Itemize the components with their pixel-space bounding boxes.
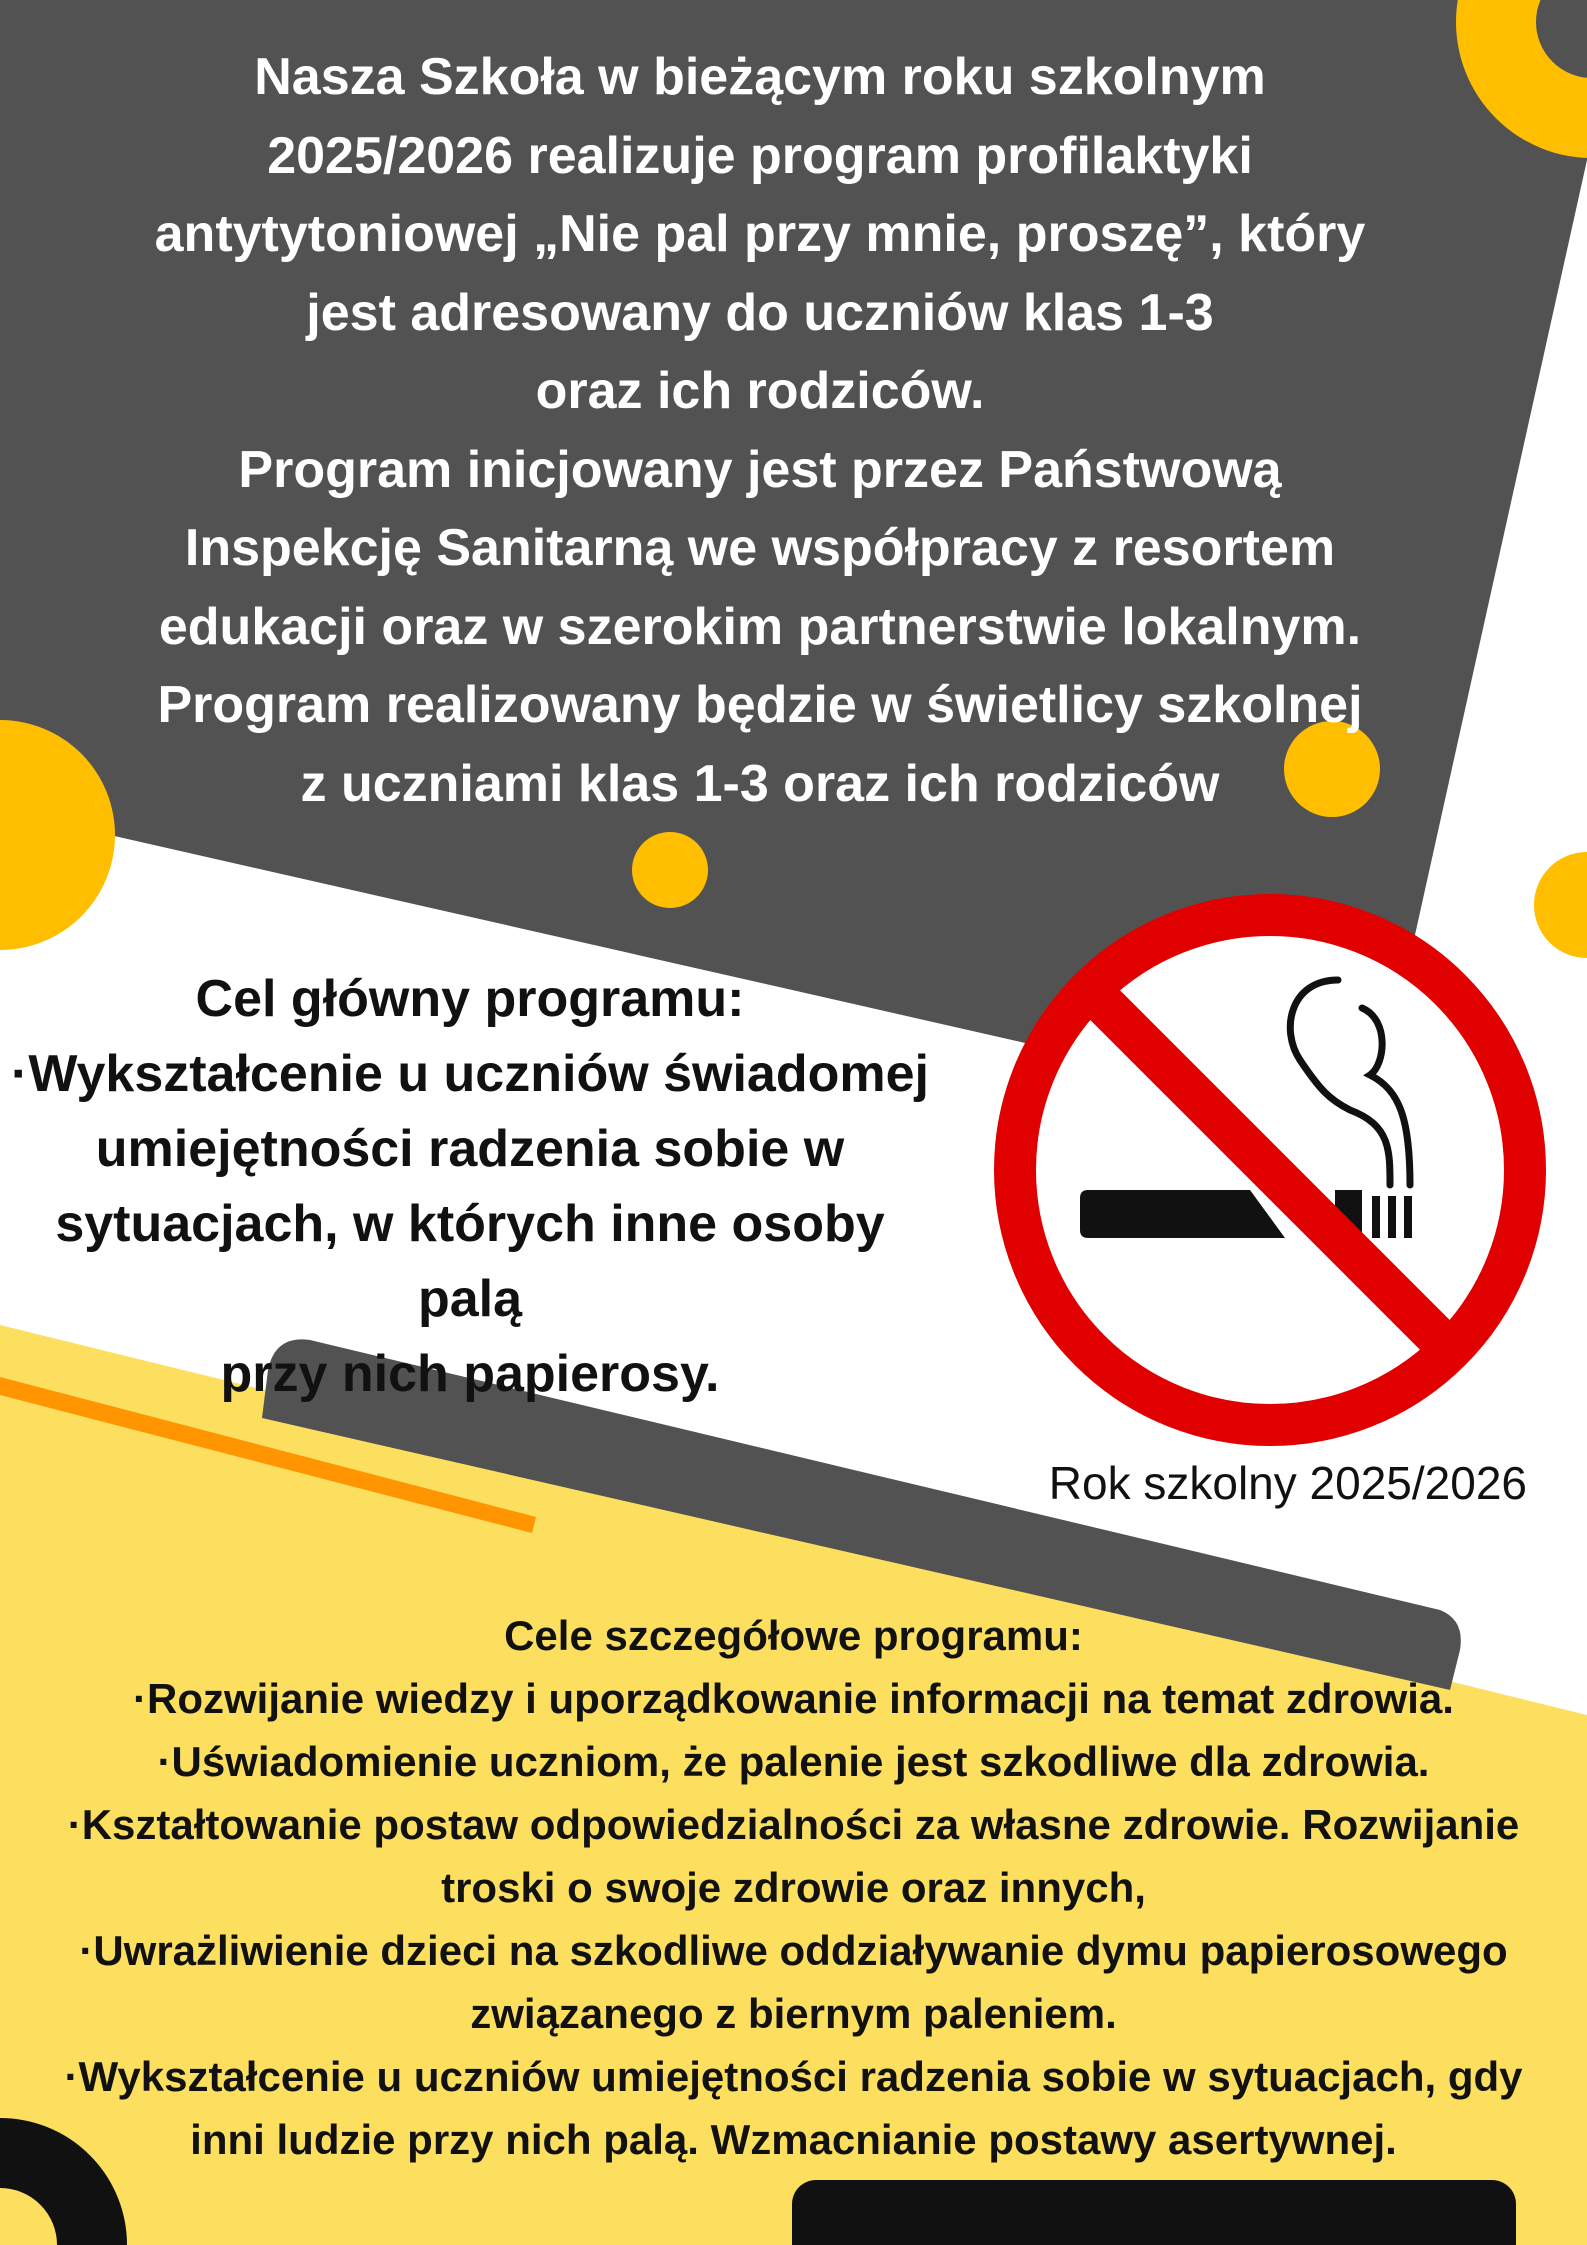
detailed-goals-heading: Cele szczegółowe programu:	[504, 1612, 1083, 1659]
main-goal-line: sytuacjach, w których inne osoby palą	[55, 1195, 885, 1328]
detailed-goal-line: ·Uwrażliwienie dzieci na szkodliwe oddziaływanie dymu papierosowego	[79, 1927, 1508, 1974]
detailed-goals-section	[20, 1604, 1567, 2171]
intro-line: Nasza Szkoła w bieżącym roku szkolnym	[254, 48, 1266, 106]
detailed-goal-line: ·Kształtowanie postaw odpowiedzialności za własne zdrowie. Rozwijanie	[67, 1801, 1520, 1848]
intro-line: Inspekcję Sanitarną we współpracy z resortem	[184, 519, 1336, 577]
main-goal-section	[0, 962, 940, 1412]
intro-line: antytytoniowej „Nie pal przy mnie, proszę”, który	[154, 205, 1366, 263]
main-goal-line: ·Wykształcenie u uczniów świadomej	[11, 1045, 929, 1103]
intro-line: jest adresowany do uczniów klas 1-3	[306, 283, 1214, 342]
no-smoking-sign-icon	[990, 890, 1550, 1450]
yellow-circle-small-center	[632, 832, 708, 908]
school-year-label: Rok szkolny 2025/2026	[1048, 1457, 1527, 1509]
detailed-goal-line: troski o swoje zdrowie oraz innych,	[441, 1864, 1146, 1911]
detailed-goal-line: związanego z biernym paleniem.	[470, 1990, 1117, 2037]
detailed-goal-line: ·Uświadomienie uczniom, że palenie jest szkodliwe dla zdrowia.	[157, 1738, 1430, 1785]
intro-line: Program realizowany będzie w świetlicy szkolnej	[157, 676, 1363, 734]
detailed-goal-line: ·Wykształcenie u uczniów umiejętności radzenia sobie w sytuacjach, gdy	[64, 2053, 1523, 2100]
intro-line: oraz ich rodziców.	[535, 362, 985, 420]
main-goal-heading: Cel główny programu:	[195, 970, 745, 1028]
intro-line: edukacji oraz w szerokim partnerstwie lokalnym.	[158, 597, 1362, 656]
intro-text	[110, 38, 1410, 823]
main-goal-line: przy nich papierosy.	[220, 1345, 720, 1403]
intro-line: Program inicjowany jest przez Państwową	[238, 440, 1282, 499]
intro-line: z uczniami klas 1-3 oraz ich rodziców	[300, 754, 1220, 813]
detailed-goal-line: inni ludzie przy nich palą. Wzmacnianie postawy asertywnej.	[190, 2116, 1397, 2163]
detailed-goal-line: ·Rozwijanie wiedzy i uporządkowanie informacji na temat zdrowia.	[133, 1675, 1454, 1722]
intro-line: 2025/2026 realizuje program profilaktyki	[267, 126, 1253, 185]
main-goal-line: umiejętności radzenia sobie w	[95, 1120, 845, 1178]
black-bar-bottom	[792, 2180, 1516, 2245]
